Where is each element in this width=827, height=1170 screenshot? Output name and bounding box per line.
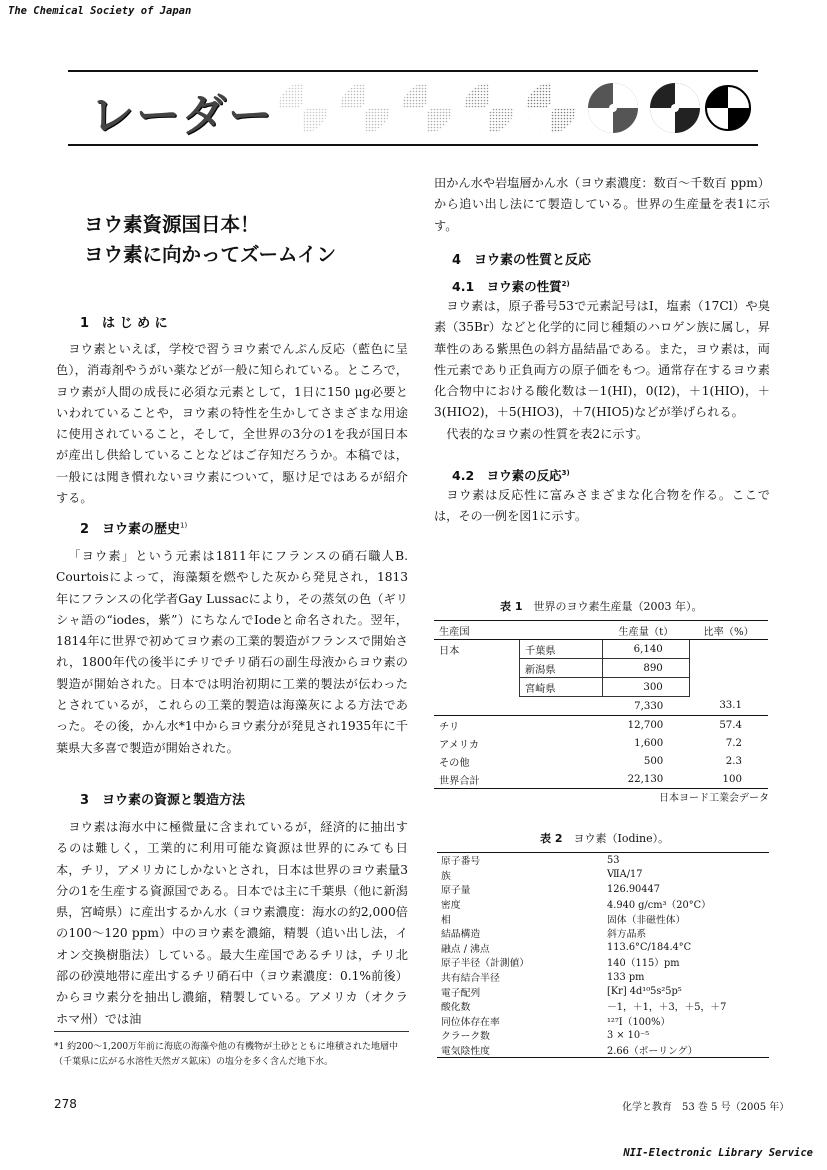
property-name: 同位体存在率 <box>441 1016 500 1028</box>
target-icon-3 <box>402 83 452 133</box>
section-4-2-ref: 3) <box>561 468 570 477</box>
production-value: 22,130 <box>603 770 690 789</box>
banner-title: レーダー <box>90 90 274 141</box>
country-name: 世界合計 <box>434 770 603 789</box>
share-value: 33.1 <box>689 697 768 716</box>
section-4-1-text: ヨウ素は，原子番号53で元素記号はI，塩素（17Cl）や臭素（35Br）などと化学的に同じ種類のハロゲン族に属し，昇華性のある紫黒色の斜方晶結晶である。また，ヨウ素は，両性元素であり正負両方の原子価をもつ。通常存在するヨウ素化合物中における酸化数は－1(HI)，0(I2)，＋1(HIO)，＋3(HIO2)，＋5(HIO3)，＋7(HIO5)などが挙げられる。 <box>434 299 770 420</box>
country-name: 日本 <box>439 645 460 657</box>
country-name: アメリカ <box>439 739 480 751</box>
property-name: 酸化数 <box>441 1002 471 1014</box>
section-2-heading <box>80 518 187 537</box>
section-1-text: ヨウ素といえば，学校で習うヨウ素でんぷん反応（藍色に呈色），消毒剤やうがい薬などが一般に知られている。ところで，ヨウ素が人間の成長に必須な元素として，1日に150 μg必要といわれていることや，ヨウ素の特性を生かしてさまざまな用途に使用されていること，そして，全世界の3分の1を我が国日本が産出し供給していることなどはご存知だろうか。本稿では，一般には聞き慣れないヨウ素について，駆け足ではあるが紹介する。 <box>56 342 408 506</box>
property-name: 族 <box>441 870 451 882</box>
property-name: 電気陰性度 <box>441 1046 490 1058</box>
table-1-caption-text: 世界のヨウ素生産量（2003 年）。 <box>533 600 703 613</box>
prefecture-name: 宮崎県 <box>520 678 603 697</box>
table-row <box>434 752 768 770</box>
table-row <box>437 941 769 956</box>
table-row <box>434 770 768 789</box>
section-banner <box>68 70 758 146</box>
footnote-rule <box>54 1031 409 1032</box>
target-icon-4 <box>464 83 514 133</box>
section-3-body <box>56 817 408 1030</box>
section-4-2-body <box>434 485 770 528</box>
table-1-source: 日本ヨード工業会データ <box>659 793 769 804</box>
section-3-text: ヨウ素は海水中に極微量に含まれているが，経済的に抽出するのは難しく，工業的に利用可能な資源は世界的にみても日本，チリ，アメリカにしかないとされ，日本は世界のヨウ素量3分の1を生産する資源国である。日本では主に千葉県（他に新潟県，宮崎県）に産出するかん水（ヨウ素濃度：海水の約2,000倍の100〜120 ppm）中のヨウ素を濃縮，精製（追い出し法，イオン交換樹脂法）している。最大生産国であるチリは，チリ北部の砂漠地帯に産出するチリ硝石中（ヨウ素濃度：0.1%前後）からヨウ素分を抽出し濃縮，精製している。アメリカ（オクラホマ州）では油 <box>56 820 408 1026</box>
table-row <box>437 1028 769 1043</box>
table-row <box>434 697 768 716</box>
property-value: 3 × 10⁻⁵ <box>607 1029 650 1041</box>
section-2-ref: 1) <box>180 521 188 530</box>
production-value: 6,140 <box>603 640 690 659</box>
target-icon-1 <box>278 83 328 133</box>
property-value: －1，＋1，＋3，＋5，＋7 <box>607 1002 727 1014</box>
share-value <box>689 640 768 659</box>
target-icon-2 <box>340 83 390 133</box>
section-3-heading: 3 ヨウ素の資源と製造方法 <box>80 793 246 808</box>
property-value: ⅦA/17 <box>607 869 643 881</box>
property-value: 斜方晶系 <box>607 929 647 941</box>
table-1-caption <box>500 598 702 614</box>
table-row <box>437 882 769 897</box>
prefecture-name: 千葉県 <box>520 640 603 659</box>
property-value: [Kr] 4d¹⁰5s²5p⁵ <box>607 986 682 998</box>
section-4-2-heading-text: 4.2 ヨウ素の反応 <box>452 468 562 483</box>
table-2-caption-text: ヨウ素（Iodine）。 <box>573 832 670 845</box>
table-row <box>434 716 768 735</box>
target-icon-6 <box>588 83 638 133</box>
section-1-heading: 1 は じ め に <box>80 316 168 331</box>
page-number: 278 <box>54 1097 77 1111</box>
table-row <box>437 1014 769 1029</box>
property-value: 固体（非磁性体） <box>607 914 686 926</box>
section-4-1-heading-text: 4.1 ヨウ素の性質 <box>452 279 562 294</box>
property-value: 126.90447 <box>607 883 660 895</box>
title-line-1: ヨウ素資源国日本！ <box>84 213 260 236</box>
publisher-header: The Chemical Society of Japan <box>8 5 192 17</box>
table-row <box>437 853 769 868</box>
property-name: 電子配列 <box>441 987 481 999</box>
footnote-text: 約200〜1,200万年前に海底の海藻や他の有機物が土砂とともに堆積された地層中（千葉県に広がる水溶性天然ガス鉱床）の塩分を多く含んだ地下水。 <box>54 1042 399 1067</box>
table-row <box>437 911 769 926</box>
property-value: 2.66（ポーリング） <box>607 1046 698 1058</box>
property-value: 113.6°C/184.4°C <box>607 942 692 954</box>
property-name: 結晶構造 <box>441 929 481 941</box>
share-value: 57.4 <box>719 719 742 731</box>
table-2-label: 表 2 <box>540 832 563 845</box>
table-row <box>437 999 769 1014</box>
property-name: 共有結合半径 <box>441 973 500 985</box>
target-icon-5 <box>526 83 576 133</box>
title-line-2: ヨウ素に向かってズームイン <box>84 243 337 266</box>
prefecture-name: 新潟県 <box>520 659 603 678</box>
property-value: 53 <box>607 854 620 866</box>
property-value: 133 pm <box>607 971 645 983</box>
property-name: 原子半径（計測値） <box>441 958 530 970</box>
journal-info: 化学と教育 53 巻 5 号（2005 年） <box>622 1102 790 1113</box>
table-2-caption <box>540 830 669 846</box>
col-header-production: 生産量（t） <box>603 621 690 640</box>
section-2-body <box>56 546 408 759</box>
target-icons-row <box>273 76 753 140</box>
section-4-1-heading <box>452 277 570 295</box>
table-row <box>437 926 769 941</box>
property-value: 140（115）pm <box>607 958 680 970</box>
country-name: チリ <box>439 721 460 733</box>
table-row <box>434 659 768 678</box>
property-name: 原子量 <box>441 885 471 897</box>
property-value: 4.940 g/cm³（20°C） <box>607 900 711 912</box>
section-4-1-body <box>434 296 770 445</box>
section-4-2-heading <box>452 466 570 484</box>
section-4-1-ref: 2) <box>561 279 570 288</box>
production-value: 12,700 <box>627 719 664 731</box>
property-name: 融点 / 沸点 <box>441 943 490 955</box>
col-header-country: 生産国 <box>434 621 603 640</box>
table-row <box>437 970 769 985</box>
table-row <box>437 984 769 999</box>
service-footer: NII-Electronic Library Service <box>623 1147 813 1159</box>
table-row <box>437 897 769 912</box>
production-value: 7,330 <box>603 697 690 716</box>
section-4-1-text-2: 代表的なヨウ素の性質を表2に示す。 <box>446 426 648 441</box>
section-3-continued <box>434 173 770 237</box>
production-value: 500 <box>643 755 664 767</box>
target-icon-8 <box>706 86 750 130</box>
table-row <box>434 734 768 752</box>
property-name: 相 <box>441 914 451 926</box>
section-4-2-text: ヨウ素は反応性に富みさまざまな化合物を作る。ここでは，その一例を図1に示す。 <box>434 488 770 524</box>
col-header-share: 比率（%） <box>689 621 768 640</box>
table-row <box>437 868 769 883</box>
properties-table <box>437 852 769 1058</box>
property-value: ¹²⁷I（100%） <box>607 1016 671 1028</box>
property-name: 原子番号 <box>441 856 481 868</box>
footnote <box>54 1040 409 1070</box>
share-value: 7.2 <box>725 737 742 749</box>
share-value: 100 <box>689 770 768 789</box>
table-1-label: 表 1 <box>500 600 523 613</box>
table-row <box>437 955 769 970</box>
property-name: クラーク数 <box>441 1031 490 1043</box>
table-row <box>434 678 768 697</box>
table-row <box>437 1043 769 1058</box>
country-name: その他 <box>439 757 470 769</box>
table-row <box>434 640 768 659</box>
property-name: 密度 <box>441 900 461 912</box>
target-icon-7 <box>650 83 700 133</box>
section-4-heading: 4 ヨウ素の性質と反応 <box>452 253 592 268</box>
section-2-text: 「ヨウ素」という元素は1811年にフランスの硝石職人B. Courtoisによって，海藻類を燃やした灰から発見され，1813年にフランスの化学者Gay Lussacにより，その蒸気の色（ギリシャ語の“iodes，紫”）にちなんでIodeと命名された。翌年，1814年に世界で初めてヨウ素の工業的製造がフランスで開始され，1800年代の後半にチリでチリ硝石の副生母液からヨウ素の製造が開始された。日本では明治初期に工業的製法が伝わったとされているが，これらの工業的製造は海藻灰による方法であった。その後，かん水*1中からヨウ素分が発見され1935年に千葉県大多喜で製造が開始された。 <box>56 549 408 755</box>
production-value: 300 <box>603 678 690 697</box>
article-title <box>84 210 336 270</box>
section-2-heading-text: 2 ヨウ素の歴史 <box>80 522 181 537</box>
footnote-mark: *1 <box>54 1042 65 1052</box>
section-3-continued-text: 田かん水や岩塩層かん水（ヨウ素濃度：数百〜千数百 ppm）から追い出し法にて製造している。世界の生産量を表1に示す。 <box>434 176 770 233</box>
production-value: 890 <box>603 659 690 678</box>
section-1-body <box>56 339 408 509</box>
production-value: 1,600 <box>634 737 664 749</box>
share-value: 2.3 <box>725 755 742 767</box>
production-table <box>434 620 768 789</box>
